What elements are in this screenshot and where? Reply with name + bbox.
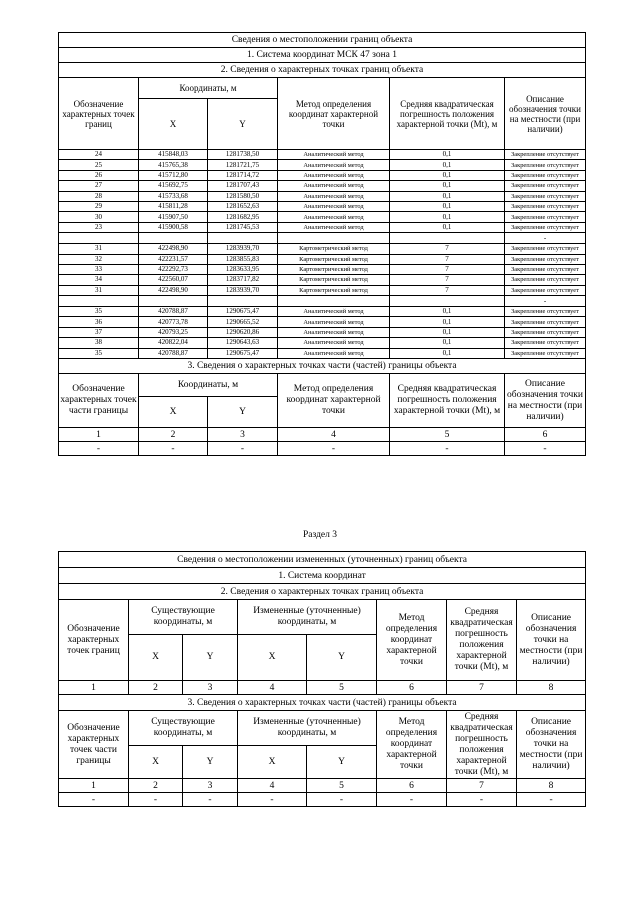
changed-header-existing-x: X — [129, 635, 183, 681]
x-coordinate-cell: 422560,07 — [139, 275, 208, 285]
column-number: 5 — [390, 428, 505, 442]
y-coordinate-cell: 1283939,70 — [208, 244, 278, 254]
table-row — [59, 244, 586, 254]
empty-cell: - — [377, 793, 447, 807]
error-cell: 0,1 — [390, 222, 505, 232]
separator-dash: - — [505, 233, 586, 244]
error-cell: 0,1 — [390, 348, 505, 358]
method-cell: Аналитический метод — [278, 212, 390, 222]
table-row — [59, 338, 586, 348]
x-coordinate-cell: 422498,90 — [139, 285, 208, 295]
x-coordinate-cell: 420793,25 — [139, 327, 208, 337]
y-coordinate-cell: 1290675,47 — [208, 348, 278, 358]
column-number: 1 — [59, 681, 129, 695]
part-header-error: Средняя квадратическая погрешность положения характерной точки (Mt), м — [390, 374, 505, 428]
error-cell: 0,1 — [390, 317, 505, 327]
column-number: 2 — [129, 681, 183, 695]
y-coordinate-cell: 1281707,43 — [208, 181, 278, 191]
empty-cell: - — [139, 442, 208, 456]
changed-header-changed-x: X — [238, 635, 307, 681]
error-cell: 7 — [390, 254, 505, 264]
point-id-cell: 25 — [59, 160, 139, 170]
header-description: Описание обозначения точки на местности (при наличии) — [505, 78, 586, 150]
error-cell: 0,1 — [390, 201, 505, 211]
changed-header-existing-y: Y — [183, 635, 238, 681]
part-header-designation: Обозначение характерных точек части границы — [59, 711, 129, 779]
column-number: 2 — [129, 779, 183, 793]
empty-cell: - — [390, 442, 505, 456]
section-caption: Раздел 3 — [303, 530, 337, 540]
empty-cell: - — [307, 793, 377, 807]
column-number: 6 — [377, 779, 447, 793]
x-coordinate-cell: 415712,80 — [139, 170, 208, 180]
part-header-y: Y — [208, 397, 278, 428]
method-cell: Аналитический метод — [278, 150, 390, 160]
error-cell: 0,1 — [390, 170, 505, 180]
part-title: 3. Сведения о характерных точках части (частей) границы объекта — [59, 359, 586, 374]
description-cell: Закрепление отсутствует — [505, 150, 586, 160]
separator-row — [59, 233, 586, 244]
column-number: 7 — [447, 779, 517, 793]
method-cell: Аналитический метод — [278, 222, 390, 232]
x-coordinate-cell: 420822,04 — [139, 338, 208, 348]
y-coordinate-cell: 1290675,47 — [208, 307, 278, 317]
header-method: Метод определения координат характерной точки — [278, 78, 390, 150]
table-row — [59, 222, 586, 232]
column-number: 3 — [208, 428, 278, 442]
point-id-cell: 32 — [59, 254, 139, 264]
description-cell: Закрепление отсутствует — [505, 201, 586, 211]
table-row — [59, 150, 586, 160]
method-cell: Картометрический метод — [278, 264, 390, 274]
part-header-description: Описание обозначения точки на местности (при наличии) — [517, 711, 586, 779]
point-id-cell: 23 — [59, 222, 139, 232]
y-coordinate-cell: 1281714,72 — [208, 170, 278, 180]
method-cell: Аналитический метод — [278, 327, 390, 337]
changed-header-designation: Обозначение характерных точек границ — [59, 600, 129, 681]
coordinate-system: 1. Система координат МСК 47 зона 1 — [59, 48, 586, 63]
method-cell: Аналитический метод — [278, 191, 390, 201]
part-header-designation: Обозначение характерных точек части границы — [59, 374, 139, 428]
description-cell: Закрепление отсутствует — [505, 307, 586, 317]
error-cell: 0,1 — [390, 150, 505, 160]
description-cell: Закрепление отсутствует — [505, 160, 586, 170]
x-coordinate-cell: 420788,87 — [139, 348, 208, 358]
table-row — [59, 212, 586, 222]
empty-cell: - — [505, 442, 586, 456]
point-id-cell: 37 — [59, 327, 139, 337]
header-y: Y — [208, 99, 278, 150]
column-number: 1 — [59, 779, 129, 793]
column-number: 5 — [307, 779, 377, 793]
header-coords: Координаты, м — [139, 78, 278, 99]
column-number: 1 — [59, 428, 139, 442]
method-cell: Картометрический метод — [278, 244, 390, 254]
table-row — [59, 285, 586, 295]
point-id-cell: 35 — [59, 307, 139, 317]
separator-row — [59, 296, 586, 307]
method-cell: Аналитический метод — [278, 201, 390, 211]
point-id-cell: 26 — [59, 170, 139, 180]
y-coordinate-cell: 1281580,50 — [208, 191, 278, 201]
header-designation: Обозначение характерных точек границ — [59, 78, 139, 150]
empty-cell: - — [183, 793, 238, 807]
x-coordinate-cell: 415907,50 — [139, 212, 208, 222]
method-cell: Аналитический метод — [278, 317, 390, 327]
column-number: 2 — [139, 428, 208, 442]
y-coordinate-cell: 1281745,53 — [208, 222, 278, 232]
point-id-cell: 38 — [59, 338, 139, 348]
section-title: Сведения о местоположении границ объекта — [59, 33, 586, 48]
empty-cell: - — [59, 442, 139, 456]
error-cell: 7 — [390, 275, 505, 285]
x-coordinate-cell: 415848,03 — [139, 150, 208, 160]
part-header-error: Средняя квадратическая погрешность положения характерной точки (Mt), м — [447, 711, 517, 779]
point-id-cell: 31 — [59, 244, 139, 254]
part-header-method: Метод определения координат характерной точки — [377, 711, 447, 779]
table-row — [59, 317, 586, 327]
point-id-cell: 31 — [59, 285, 139, 295]
column-number: 8 — [517, 681, 586, 695]
table-row — [59, 327, 586, 337]
changed-header-method: Метод определения координат характерной точки — [377, 600, 447, 681]
table-row — [59, 254, 586, 264]
description-cell: Закрепление отсутствует — [505, 264, 586, 274]
x-coordinate-cell: 422231,57 — [139, 254, 208, 264]
x-coordinate-cell: 422292,73 — [139, 264, 208, 274]
description-cell: Закрепление отсутствует — [505, 254, 586, 264]
y-coordinate-cell: 1283855,83 — [208, 254, 278, 264]
error-cell: 0,1 — [390, 338, 505, 348]
description-cell: Закрепление отсутствует — [505, 191, 586, 201]
description-cell: Закрепление отсутствует — [505, 170, 586, 180]
description-cell: Закрепление отсутствует — [505, 348, 586, 358]
header-error: Средняя квадратическая погрешность положения характерной точки (Mt), м — [390, 78, 505, 150]
x-coordinate-cell: 420773,78 — [139, 317, 208, 327]
description-cell: Закрепление отсутствует — [505, 222, 586, 232]
changed-boundary-table — [58, 551, 586, 807]
empty-cell: - — [238, 793, 307, 807]
y-coordinate-cell: 1281652,63 — [208, 201, 278, 211]
column-number: 4 — [238, 779, 307, 793]
part-header-existing: Существующие координаты, м — [129, 711, 238, 746]
error-cell: 7 — [390, 285, 505, 295]
description-cell: Закрепление отсутствует — [505, 317, 586, 327]
y-coordinate-cell: 1281721,75 — [208, 160, 278, 170]
point-id-cell: 24 — [59, 150, 139, 160]
changed-header-changed-y: Y — [307, 635, 377, 681]
separator-dash: - — [505, 296, 586, 307]
y-coordinate-cell: 1281682,95 — [208, 212, 278, 222]
changed-points-title: 2. Сведения о характерных точках границ объекта — [59, 584, 586, 600]
method-cell: Аналитический метод — [278, 307, 390, 317]
empty-cell: - — [447, 793, 517, 807]
column-number: 6 — [505, 428, 586, 442]
description-cell: Закрепление отсутствует — [505, 275, 586, 285]
x-coordinate-cell: 415692,75 — [139, 181, 208, 191]
y-coordinate-cell: 1283717,82 — [208, 275, 278, 285]
part-header-changed-x: X — [238, 746, 307, 779]
y-coordinate-cell: 1283633,95 — [208, 264, 278, 274]
boundary-points-table — [58, 32, 586, 456]
changed-part-title: 3. Сведения о характерных точках части (частей) границы объекта — [59, 695, 586, 711]
method-cell: Аналитический метод — [278, 348, 390, 358]
part-header-coords: Координаты, м — [139, 374, 278, 397]
changed-system: 1. Система координат — [59, 568, 586, 584]
method-cell: Аналитический метод — [278, 338, 390, 348]
x-coordinate-cell: 415811,28 — [139, 201, 208, 211]
changed-header-description: Описание обозначения точки на местности (при наличии) — [517, 600, 586, 681]
changed-header-existing: Существующие координаты, м — [129, 600, 238, 635]
part-header-existing-x: X — [129, 746, 183, 779]
method-cell: Аналитический метод — [278, 181, 390, 191]
column-number: 5 — [307, 681, 377, 695]
error-cell: 0,1 — [390, 307, 505, 317]
column-number: 3 — [183, 681, 238, 695]
description-cell: Закрепление отсутствует — [505, 327, 586, 337]
point-id-cell: 36 — [59, 317, 139, 327]
method-cell: Картометрический метод — [278, 254, 390, 264]
y-coordinate-cell: 1290643,63 — [208, 338, 278, 348]
x-coordinate-cell: 415900,58 — [139, 222, 208, 232]
table-row — [59, 307, 586, 317]
changed-title: Сведения о местоположении измененных (уточненных) границ объекта — [59, 552, 586, 568]
header-x: X — [139, 99, 208, 150]
empty-cell: - — [129, 793, 183, 807]
empty-cell: - — [208, 442, 278, 456]
method-cell: Картометрический метод — [278, 285, 390, 295]
method-cell: Аналитический метод — [278, 170, 390, 180]
part-header-changed-y: Y — [307, 746, 377, 779]
column-number: 8 — [517, 779, 586, 793]
point-id-cell: 34 — [59, 275, 139, 285]
method-cell: Картометрический метод — [278, 275, 390, 285]
points-title: 2. Сведения о характерных точках границ объекта — [59, 63, 586, 78]
column-number: 7 — [447, 681, 517, 695]
error-cell: 0,1 — [390, 181, 505, 191]
description-cell: Закрепление отсутствует — [505, 338, 586, 348]
y-coordinate-cell: 1290665,52 — [208, 317, 278, 327]
table-row — [59, 181, 586, 191]
part-header-x: X — [139, 397, 208, 428]
table-row — [59, 191, 586, 201]
table-row — [59, 348, 586, 358]
column-number: 6 — [377, 681, 447, 695]
y-coordinate-cell: 1283939,70 — [208, 285, 278, 295]
empty-cell: - — [59, 793, 129, 807]
x-coordinate-cell: 415765,38 — [139, 160, 208, 170]
point-id-cell: 33 — [59, 264, 139, 274]
point-id-cell: 30 — [59, 212, 139, 222]
column-number: 4 — [238, 681, 307, 695]
point-id-cell: 28 — [59, 191, 139, 201]
x-coordinate-cell: 420788,87 — [139, 307, 208, 317]
changed-header-error: Средняя квадратическая погрешность положения характерной точки (Mt), м — [447, 600, 517, 681]
empty-cell: - — [517, 793, 586, 807]
point-id-cell: 35 — [59, 348, 139, 358]
table-row — [59, 201, 586, 211]
y-coordinate-cell: 1281738,50 — [208, 150, 278, 160]
error-cell: 0,1 — [390, 191, 505, 201]
table-row — [59, 160, 586, 170]
point-id-cell: 27 — [59, 181, 139, 191]
x-coordinate-cell: 415733,68 — [139, 191, 208, 201]
y-coordinate-cell: 1290620,86 — [208, 327, 278, 337]
empty-cell: - — [278, 442, 390, 456]
method-cell: Аналитический метод — [278, 160, 390, 170]
error-cell: 0,1 — [390, 212, 505, 222]
table-row — [59, 264, 586, 274]
part-header-changed: Измененные (уточненные) координаты, м — [238, 711, 377, 746]
table-row — [59, 170, 586, 180]
point-id-cell: 29 — [59, 201, 139, 211]
part-header-description: Описание обозначения точки на местности (при наличии) — [505, 374, 586, 428]
part-header-method: Метод определения координат характерной точки — [278, 374, 390, 428]
x-coordinate-cell: 422498,90 — [139, 244, 208, 254]
description-cell: Закрепление отсутствует — [505, 244, 586, 254]
part-header-existing-y: Y — [183, 746, 238, 779]
error-cell: 7 — [390, 244, 505, 254]
table-row — [59, 275, 586, 285]
error-cell: 7 — [390, 264, 505, 274]
error-cell: 0,1 — [390, 327, 505, 337]
changed-header-changed: Измененные (уточненные) координаты, м — [238, 600, 377, 635]
description-cell: Закрепление отсутствует — [505, 212, 586, 222]
error-cell: 0,1 — [390, 160, 505, 170]
description-cell: Закрепление отсутствует — [505, 285, 586, 295]
column-number: 4 — [278, 428, 390, 442]
description-cell: Закрепление отсутствует — [505, 181, 586, 191]
column-number: 3 — [183, 779, 238, 793]
